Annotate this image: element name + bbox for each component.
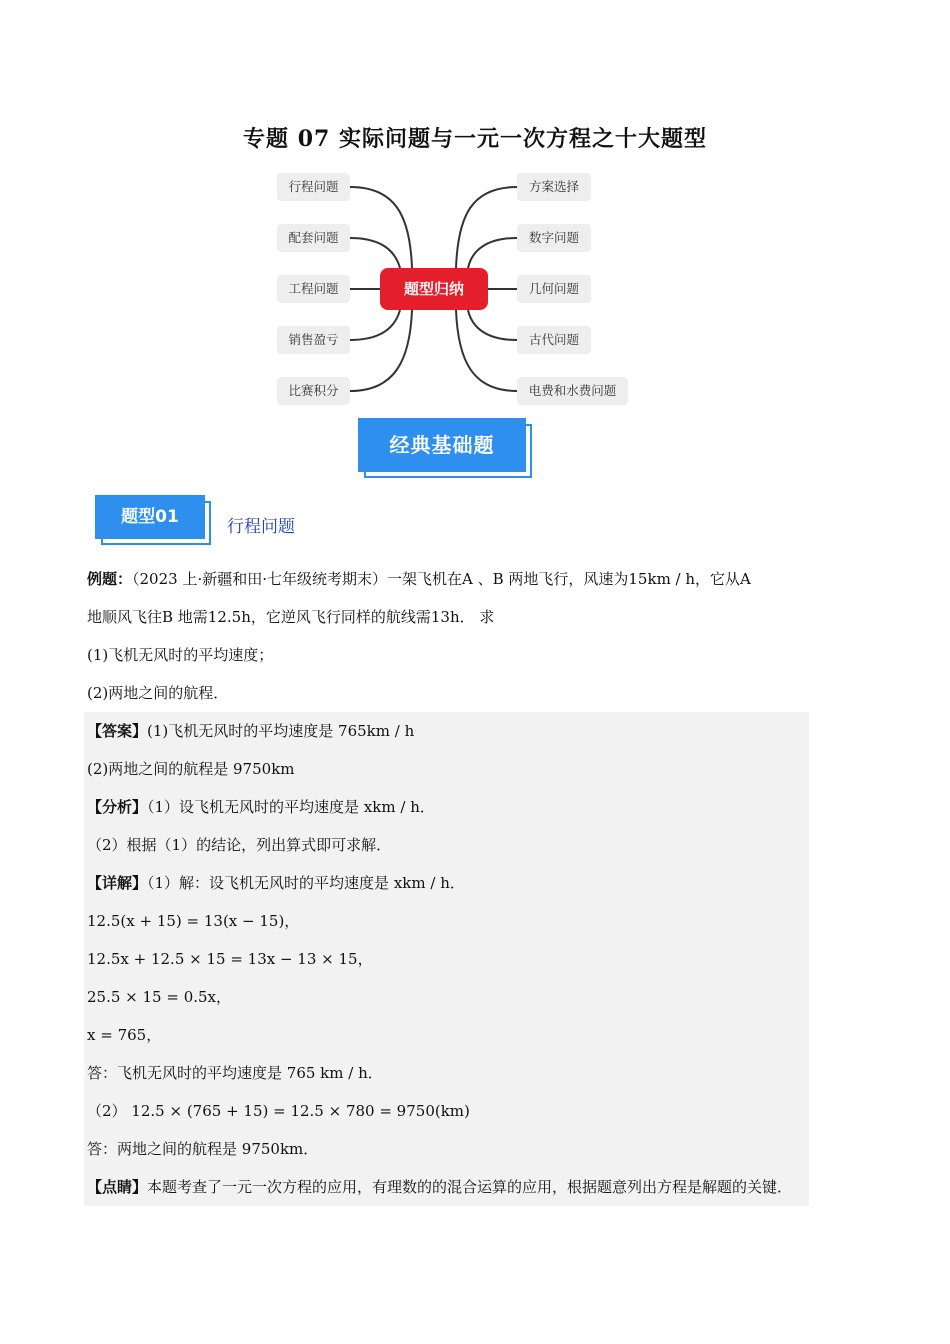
answer-line-2: (2)两地之间的航程是 9750km — [87, 760, 295, 778]
mindmap-node-left: 比赛积分 — [277, 377, 350, 405]
mindmap-node-right: 数字问题 — [517, 224, 591, 252]
example-line-2: 地顺风飞往B 地需12.5h，它逆风飞行同样的航线需13h． 求 — [87, 608, 495, 626]
mindmap-node-left: 工程问题 — [277, 275, 350, 303]
tag-label: 题型01 — [95, 495, 205, 539]
mindmap-node-right: 方案选择 — [517, 173, 591, 201]
section-tag — [95, 495, 213, 547]
section-heading: 行程问题 — [227, 517, 295, 537]
equation-1: 12.5(x + 15) = 13(x − 15)， — [87, 912, 300, 930]
question-content — [87, 560, 809, 1206]
answer-statement-1: 答：飞机无风时的平均速度是 765 km / h． — [87, 1064, 383, 1082]
equation-4: x = 765， — [87, 1026, 162, 1044]
mindmap-node-left: 行程问题 — [277, 173, 350, 201]
question-1: (1)飞机无风时的平均速度； — [87, 646, 274, 664]
section-banner — [358, 418, 534, 480]
mindmap-node-left: 销售盈亏 — [277, 326, 350, 354]
answer-statement-2: 答：两地之间的航程是 9750km． — [87, 1140, 319, 1158]
analysis-line-2: （2）根据（1）的结论，列出算式即可求解． — [87, 836, 392, 854]
mindmap-node-right: 电费和水费问题 — [517, 377, 628, 405]
mindmap-center-node: 题型归纳 — [380, 268, 488, 310]
answer-box — [84, 712, 809, 1206]
mindmap-node-left: 配套问题 — [277, 224, 350, 252]
part-2-calculation: （2） 12.5 × (765 + 15) = 12.5 × 780 = 9750(km) — [87, 1102, 470, 1120]
comment-text: 本题考查了一元一次方程的应用，有理数的的混合运算的应用，根据题意列出方程是解题的关键． — [147, 1178, 793, 1196]
detail-line-1 — [87, 864, 805, 902]
example-label: 例题： — [87, 570, 133, 588]
equation-3: 25.5 × 15 = 0.5x， — [87, 988, 232, 1006]
analysis-text-1: （1）设飞机无风时的平均速度是 xkm / h． — [147, 798, 435, 816]
comment-block — [87, 1168, 805, 1206]
equation-2: 12.5x + 12.5 × 15 = 13x − 13 × 15， — [87, 950, 373, 968]
mindmap-node-right: 几何问题 — [517, 275, 591, 303]
example-line-1 — [87, 560, 809, 598]
example-text: （2023 上·新疆和田·七年级统考期末）一架飞机在A 、B 两地飞行，风速为15km / h，它从A — [132, 570, 751, 588]
mindmap-node-right: 古代问题 — [517, 326, 591, 354]
answer-line-1 — [87, 712, 805, 750]
detail-label: 【详解】 — [87, 874, 148, 892]
page-title: 专题 07 实际问题与一元一次方程之十大题型 — [243, 126, 707, 152]
analysis-line-1 — [87, 788, 805, 826]
question-2: (2)两地之间的航程． — [87, 684, 229, 702]
banner-label: 经典基础题 — [358, 418, 526, 472]
analysis-label: 【分析】 — [87, 798, 148, 816]
detail-text-1: （1）解：设飞机无风时的平均速度是 xkm / h． — [147, 874, 465, 892]
answer-text-1: (1)飞机无风时的平均速度是 765km / h — [147, 722, 415, 740]
comment-label: 【点睛】 — [87, 1178, 148, 1196]
answer-label: 【答案】 — [87, 722, 148, 740]
